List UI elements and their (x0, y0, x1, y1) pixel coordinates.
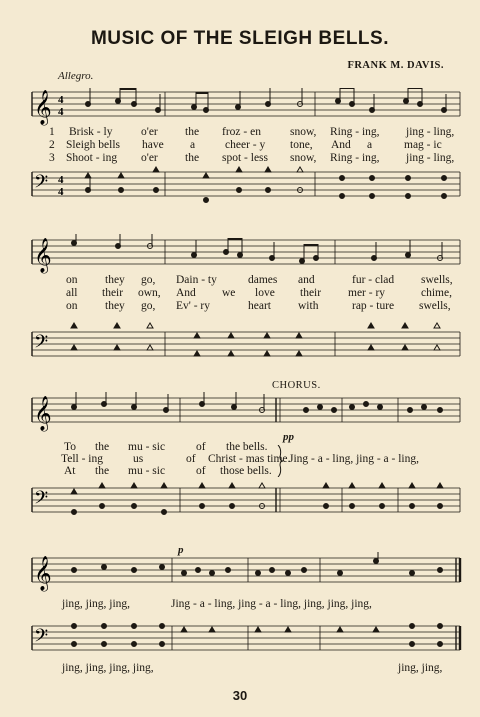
lyric: 2 (49, 139, 55, 151)
system-3-treble-staff (0, 392, 480, 436)
lyric: jing - ling, (406, 126, 455, 138)
system-1-bass-staff (0, 166, 480, 206)
system-1-treble-staff (0, 88, 480, 130)
system-4-treble-staff (0, 552, 480, 596)
lyric: the (95, 441, 110, 453)
lyric: mag - ic (404, 139, 442, 151)
lyric: those bells. (220, 465, 272, 477)
svg-text:𝄞: 𝄞 (34, 90, 52, 125)
lyric: To (64, 441, 76, 453)
lyric: go, (141, 274, 156, 286)
svg-text:𝄞: 𝄞 (34, 556, 52, 591)
lyric: a (190, 139, 196, 151)
lyric: Sleigh bells (66, 139, 120, 151)
lyric: tone, (290, 139, 313, 151)
lyric: Brisk - ly (69, 126, 113, 138)
lyric: they (105, 274, 125, 286)
dynamic-marking: pp (283, 431, 294, 443)
lyric: the bells. (226, 441, 268, 453)
lyric: of (186, 453, 196, 465)
lyric: cheer - y (225, 139, 266, 151)
lyric: At (64, 465, 76, 477)
lyric: go, (141, 300, 156, 312)
lyric: the (185, 152, 200, 164)
lyric: have (142, 139, 164, 151)
lyric: froz - en (222, 126, 261, 138)
lyric: they (105, 300, 125, 312)
lyric: Dain - ty (176, 274, 217, 286)
svg-text:𝄢: 𝄢 (34, 488, 49, 513)
lyric: own, (138, 287, 161, 299)
dynamic-marking: p (178, 544, 184, 556)
lyric: love (255, 287, 275, 299)
svg-text:𝄞: 𝄞 (34, 396, 52, 431)
lyric: and (298, 274, 315, 286)
svg-text:𝄢: 𝄢 (34, 172, 49, 197)
lyric: Tell - ing (61, 453, 103, 465)
lyric: Ev' - ry (176, 300, 211, 312)
lyric: jing, jing, jing, (62, 598, 131, 610)
lyric: Shoot - ing (66, 152, 118, 164)
lyric: fur - clad (352, 274, 395, 286)
lyric: Christ - mas time. (208, 453, 291, 465)
lyric: we (222, 287, 236, 299)
brace-icon (276, 445, 284, 477)
lyric: o'er (141, 126, 158, 138)
lyric: Jing - a - ling, jing - a - ling, (289, 453, 419, 465)
lyric: spot - less (222, 152, 268, 164)
lyric: mer - ry (348, 287, 386, 299)
lyric: mu - sic (128, 465, 166, 477)
lyric: 1 (49, 126, 55, 138)
lyric: dames (248, 274, 278, 286)
svg-text:4: 4 (58, 106, 64, 118)
svg-text:𝄢: 𝄢 (34, 332, 49, 357)
svg-text:4: 4 (58, 94, 64, 106)
lyric: jing - ling, (406, 152, 455, 164)
system-2-treble-staff (0, 234, 480, 276)
composer-credit: FRANK M. DAVIS. (347, 60, 444, 71)
lyric: o'er (141, 152, 158, 164)
lyric: Ring - ing, (330, 152, 380, 164)
lyric: us (133, 453, 144, 465)
lyric: mu - sic (128, 441, 166, 453)
lyric: jing, jing, jing, jing, (62, 662, 154, 674)
system-2-bass-staff (0, 322, 480, 364)
lyric: snow, (290, 152, 317, 164)
page-number: 30 (232, 688, 248, 703)
lyric: rap - ture (352, 300, 395, 312)
lyric: chime, (421, 287, 452, 299)
lyric: a (367, 139, 373, 151)
lyric: of (196, 465, 206, 477)
lyric: of (196, 441, 206, 453)
system-4-bass-staff (0, 618, 480, 660)
tempo-marking: Allegro. (58, 70, 94, 82)
lyric: all (66, 287, 78, 299)
system-3-bass-staff (0, 478, 480, 522)
lyric: snow, (290, 126, 317, 138)
lyric: their (300, 287, 322, 299)
lyric: 3 (49, 152, 55, 164)
svg-text:4: 4 (58, 174, 64, 186)
lyric: with (298, 300, 319, 312)
lyric: swells, (421, 274, 453, 286)
page-title: MUSIC OF THE SLEIGH BELLS. (90, 28, 389, 49)
lyric: their (102, 287, 124, 299)
lyric: And (331, 139, 351, 151)
chorus-label: CHORUS. (272, 380, 321, 391)
lyric: swells, (419, 300, 451, 312)
svg-text:𝄞: 𝄞 (34, 238, 52, 273)
lyric: jing, jing, (398, 662, 443, 674)
lyric: on (66, 300, 78, 312)
lyric: Ring - ing, (330, 126, 380, 138)
lyric: the (95, 465, 110, 477)
lyric: heart (248, 300, 271, 312)
svg-text:4: 4 (58, 186, 64, 198)
lyric: And (176, 287, 196, 299)
lyric: Jing - a - ling, jing - a - ling, jing, jing, jing, (171, 598, 372, 610)
svg-text:𝄢: 𝄢 (34, 626, 49, 651)
lyric: on (66, 274, 78, 286)
lyric: the (185, 126, 200, 138)
